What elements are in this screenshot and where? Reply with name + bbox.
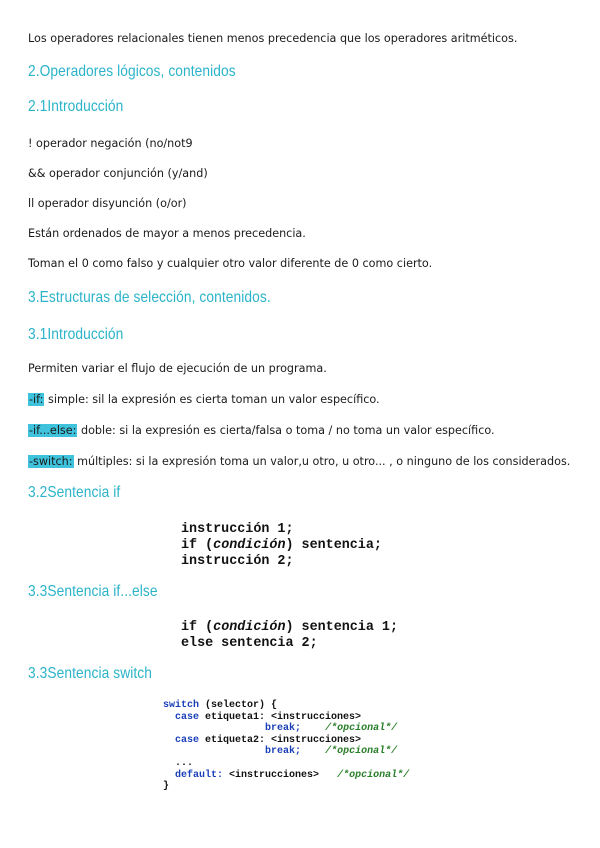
- switch-code-line-3: break; /*opcional*/: [265, 723, 398, 735]
- switch-code-line-7: default: <instrucciones> /*opcional*/: [175, 769, 410, 781]
- precedence-text: Están ordenados de mayor a menos precedencia.: [28, 227, 306, 240]
- switch-code-block: [163, 700, 409, 793]
- section-3-2-heading: 3.2Sentencia if: [28, 484, 121, 501]
- if-description: [28, 393, 380, 407]
- switch-code-line-1: switch (selector) {: [163, 700, 278, 711]
- section-2-1-heading: 2.1Introducción: [28, 98, 124, 115]
- switch-tag: -switch:: [29, 455, 73, 468]
- switch-text: múltiples: si la expresión toma un valor,u otro, u otro... , o ninguno de los considerados.: [73, 455, 571, 468]
- if-else-code-line-2: else sentencia 2;: [181, 636, 318, 651]
- if-else-code-block: [181, 620, 398, 652]
- switch-code-line-4: case etiqueta2: <instrucciones>: [175, 734, 362, 746]
- switch-code-line-6: ...: [175, 757, 194, 769]
- intro-text: Los operadores relacionales tienen menos precedencia que los operadores aritméticos.: [28, 32, 518, 45]
- if-code-line-3: instrucción 2;: [181, 554, 294, 569]
- section-3-1-heading: 3.1Introducción: [28, 326, 124, 343]
- switch-code-line-5: break; /*opcional*/: [265, 746, 398, 758]
- if-else-text: doble: si la expresión es cierta/falsa o toma / no toma un valor específico.: [77, 424, 495, 437]
- if-tag: -if:: [29, 393, 44, 406]
- if-else-code-line-1: if (condición) sentencia 1;: [181, 620, 398, 635]
- negation-operator-text: ! operador negación (no/not9: [28, 137, 193, 150]
- if-else-tag: -if...else:: [29, 424, 77, 437]
- if-code-line-1: instrucción 1;: [181, 522, 294, 537]
- disjunction-operator-text: ll operador disyunción (o/or): [28, 197, 187, 210]
- switch-code-line-2: case etiqueta1: <instrucciones>: [175, 711, 362, 723]
- if-code-block: [181, 522, 382, 570]
- section-3-heading: 3.Estructuras de selección, contenidos.: [28, 289, 271, 306]
- if-code-line-2: if (condición) sentencia;: [181, 538, 382, 553]
- switch-description: [28, 455, 570, 469]
- section-3-3-if-else-heading: 3.3Sentencia if...else: [28, 583, 158, 600]
- conjunction-operator-text: && operador conjunción (y/and): [28, 167, 208, 180]
- selection-lead-text: Permiten variar el flujo de ejecución de un programa.: [28, 362, 327, 375]
- truth-values-text: Toman el 0 como falso y cualquier otro valor diferente de 0 como cierto.: [28, 257, 433, 270]
- if-text: simple: sil la expresión es cierta toman un valor específico.: [44, 393, 380, 406]
- switch-code-line-8: }: [163, 781, 170, 793]
- section-3-3-switch-heading: 3.3Sentencia switch: [28, 665, 153, 682]
- section-2-heading: 2.Operadores lógicos, contenidos: [28, 63, 236, 80]
- if-else-description: [28, 424, 495, 438]
